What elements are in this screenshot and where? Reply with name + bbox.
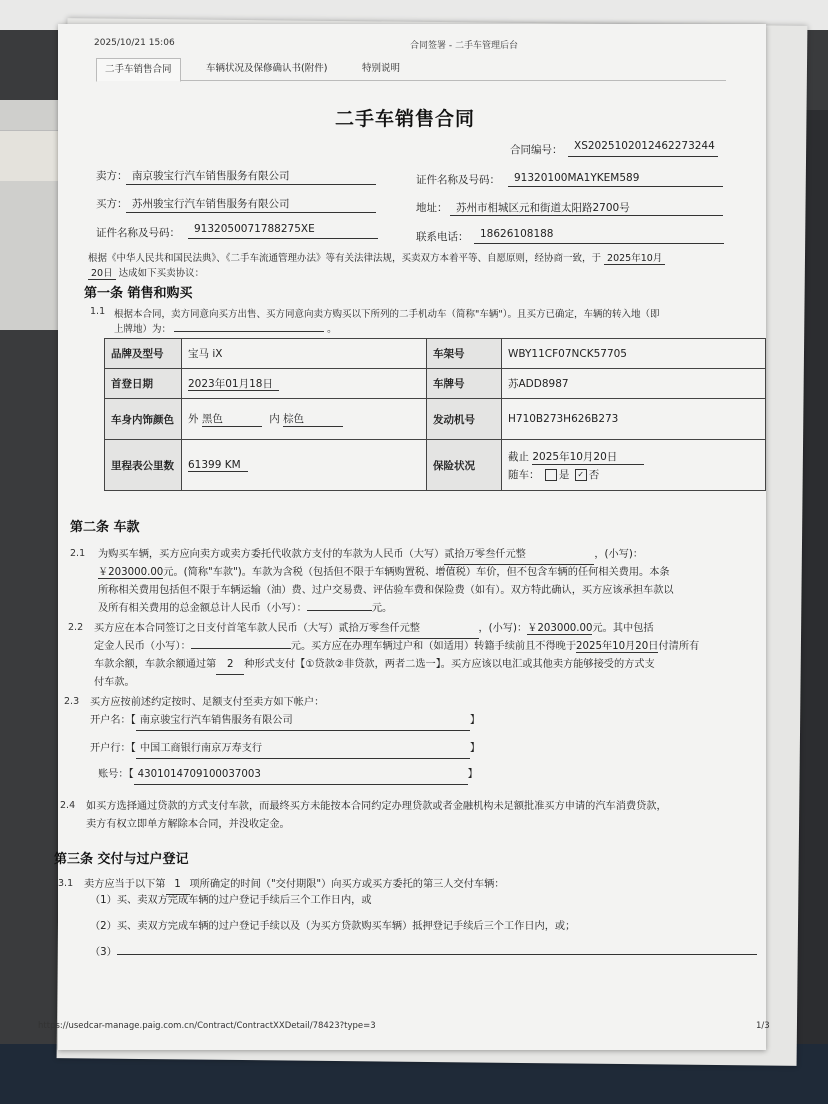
- preamble-line2: 20日 达成如下买卖协议：: [88, 265, 204, 279]
- section-2-heading: 第二条 车款: [70, 520, 140, 535]
- clause-2-3-line1: 买方应按前述约定按时、足额支付至卖方如下帐户：: [90, 697, 325, 708]
- clause-3-1-line1: 卖方应当于以下第 1 项所确定的时间（"交付期限"）向买方或买方委托的第三人交付车辆：: [84, 876, 505, 895]
- vin-value: WBY11CF07NCK57705: [502, 339, 766, 369]
- print-datetime: 2025/10/21 15:06: [94, 38, 175, 48]
- seller-name: 南京骏宝行汽车销售服务有限公司: [132, 170, 290, 182]
- clause-2-2-line4: 付车款。: [94, 677, 135, 688]
- with-car-no-checkbox[interactable]: ✓: [575, 469, 587, 481]
- plate-label: 车牌号: [427, 369, 502, 399]
- table-row: [105, 440, 766, 491]
- clause-2-2-num: 2.2: [68, 622, 84, 633]
- underline: [126, 212, 376, 213]
- contract-page: [38, 24, 770, 1050]
- tab-sales-contract[interactable]: 二手车销售合同: [96, 58, 181, 82]
- seller-label: 卖方：: [96, 170, 128, 182]
- clause-2-2-line1: 买方应在本合同签订之日支付首笔车款人民币（大写）贰拾万零叁仟元整 ，(小写)：￥203000.00元。其中包括: [94, 620, 654, 639]
- contract-no-label: 合同编号：: [510, 144, 563, 156]
- color-label: 车身内饰颜色: [105, 399, 182, 440]
- page-number: 1/3: [756, 1021, 770, 1031]
- background-paper-strip: [0, 130, 60, 181]
- mileage-label: 里程表公里数: [105, 440, 182, 491]
- brand-value: 宝马 iX: [182, 339, 427, 369]
- seller-id: 91320100MA1YKEM589: [514, 172, 640, 184]
- vin-label: 车架号: [427, 339, 502, 369]
- clause-1-1-line1: 根据本合同，卖方同意向买方出售、买方同意向卖方购买以下所列的二手机动车（简称"车辆"）。且买方已确定，车辆的转入地（即: [114, 309, 660, 320]
- vehicle-info-table: [104, 338, 766, 491]
- tab-vehicle-condition[interactable]: 车辆状况及保修确认书(附件): [206, 63, 328, 74]
- underline: [568, 156, 718, 157]
- contract-no: XS2025102012462273244: [574, 140, 715, 152]
- account-name-row: 开户名：【 南京骏宝行汽车销售服务有限公司 】: [90, 712, 480, 731]
- insurance-value: 截止 2025年10月20日 随车： 是 ✓ 否: [502, 440, 766, 491]
- print-app-title: 合同签署 - 二手车管理后台: [410, 41, 518, 51]
- underline: [188, 238, 378, 239]
- buyer-id-label: 证件名称及号码：: [96, 227, 180, 239]
- tab-special-notes[interactable]: 特别说明: [362, 63, 401, 74]
- clause-2-2-line2: 定金人民币（小写）： 元。买方应在办理车辆过户和（如适用）转籍手续前且不得晚于2025年10月20日付清所有: [94, 638, 699, 656]
- insurance-label: 保险状况: [427, 440, 502, 491]
- underline: [450, 215, 723, 216]
- clause-2-1-line2: ￥203000.00元。(简称"车款")。车款为含税（包括但不限于车辆购置税、增值税）车价，但不包含车辆的任何相关费用。本条: [98, 567, 670, 578]
- address: 苏州市相城区元和街道太阳路2700号: [456, 202, 630, 214]
- preamble-line1: 根据《中华人民共和国民法典》、《二手车流通管理办法》等有关法律法规，买卖双方本着平等、自愿原则，经协商一致，于 2025年10月: [88, 250, 665, 264]
- tab-bar: [96, 58, 726, 81]
- clause-3-1-num: 3.1: [58, 878, 74, 889]
- section-3-heading: 第三条 交付与过户登记: [54, 852, 189, 867]
- phone-label: 联系电话：: [416, 231, 469, 243]
- clause-2-1-line4: 及所有相关费用的总金额总计人民币（小写）： 元。: [98, 600, 392, 618]
- account-no-row: 账号：【 4301014709100037003 】: [98, 766, 478, 785]
- table-row: [105, 399, 766, 440]
- plate-value: 苏ADD8987: [502, 369, 766, 399]
- buyer-name: 苏州骏宝行汽车销售服务有限公司: [132, 198, 290, 210]
- clause-2-4-num: 2.4: [60, 800, 76, 811]
- phone: 18626108188: [480, 228, 554, 240]
- bank-row: 开户行：【 中国工商银行南京万寿支行 】: [90, 740, 480, 759]
- address-label: 地址：: [416, 202, 448, 214]
- clause-2-2-line3: 车款余额，车款余额通过第 2 种形式支付【①贷款②非贷款，两者二选一】。买方应该以电汇或其他卖方能够接受的方式支: [94, 656, 655, 675]
- clause-1-1-line2: 上牌地）为： 。: [114, 321, 337, 335]
- delivery-option-3: （3）: [90, 944, 757, 962]
- engine-label: 发动机号: [427, 399, 502, 440]
- brand-label: 品牌及型号: [105, 339, 182, 369]
- clause-2-3-num: 2.3: [64, 696, 80, 707]
- table-row: [105, 369, 766, 399]
- clause-1-1-num: 1.1: [90, 306, 106, 317]
- underline: [474, 243, 724, 244]
- mileage-value: 61399 KM: [182, 440, 427, 491]
- clause-2-1-num: 2.1: [70, 548, 86, 559]
- clause-2-1-line3: 所称相关费用包括但不限于车辆运输（油）费、过户交易费、评估验车费和保险费（如有）。双方特此确认，买方应该承担车款以: [98, 585, 674, 596]
- engine-value: H710B273H626B273: [502, 399, 766, 440]
- with-car-yes-checkbox[interactable]: [545, 469, 557, 481]
- delivery-option-2: （2）买、卖双方完成车辆的过户登记手续以及（为买方贷款购买车辆）抵押登记手续后三个工作日内，或；: [90, 921, 576, 932]
- reg-date-value: 2023年01月18日: [182, 369, 427, 399]
- section-1-heading: 第一条 销售和购买: [84, 286, 193, 301]
- page-title: 二手车销售合同: [335, 108, 476, 130]
- table-row: [105, 339, 766, 369]
- reg-date-label: 首登日期: [105, 369, 182, 399]
- underline: [126, 184, 376, 185]
- buyer-label: 买方：: [96, 198, 128, 210]
- clause-2-4-line1: 如买方选择通过贷款的方式支付车款，而最终买方未能按本合同约定办理贷款或者金融机构未足额批准买方申请的汽车消费贷款，: [86, 801, 667, 812]
- delivery-option-1: （1）买、卖双方完成车辆的过户登记手续后三个工作日内，或: [90, 895, 372, 906]
- clause-2-1-line1: 为购买车辆，买方应向卖方或卖方委托代收款方支付的车款为人民币（大写）贰拾万零叁仟元整 ，(小写)：: [98, 546, 643, 565]
- buyer-id: 9132050071788275XE: [194, 223, 315, 235]
- clause-2-4-line2: 卖方有权立即单方解除本合同，并没收定金。: [86, 819, 290, 830]
- footer-url: https://usedcar-manage.paig.com.cn/Contract/ContractXXDetail/78423?type=3: [38, 1021, 376, 1031]
- color-value: 外 黑色 内 棕色: [182, 399, 427, 440]
- seller-id-label: 证件名称及号码：: [416, 174, 500, 186]
- underline: [508, 186, 723, 187]
